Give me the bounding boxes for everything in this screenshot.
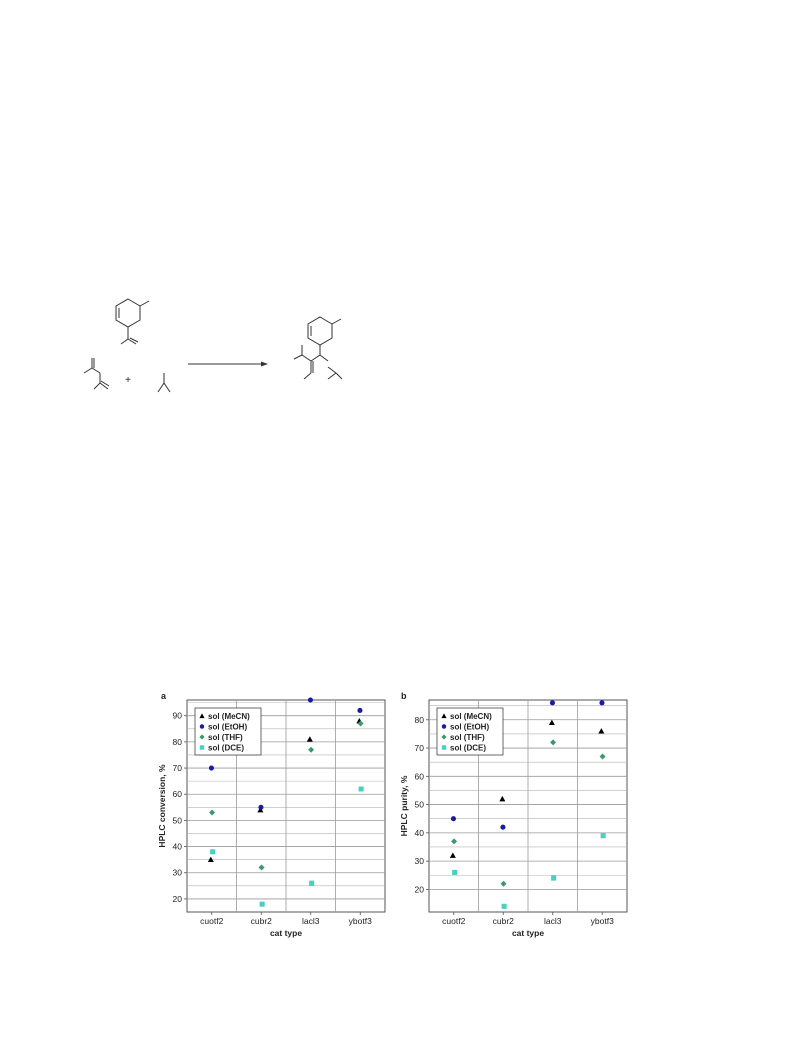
y-axis-label: HPLC conversion, %: [157, 764, 167, 848]
data-point: [550, 700, 555, 705]
y-tick-label: 30: [172, 867, 182, 878]
y-axis-label: HPLC purity, %: [399, 775, 409, 837]
data-point: [599, 700, 604, 705]
y-tick-label: 30: [414, 856, 424, 867]
data-point: [551, 876, 556, 881]
y-tick-label: 70: [172, 763, 182, 774]
chart-panel-b: [397, 690, 637, 950]
x-axis-label: cat type: [269, 928, 303, 938]
data-point: [309, 881, 314, 886]
data-point: [308, 747, 314, 753]
reaction-arrow: [188, 362, 268, 367]
x-tick-label: lacl3: [544, 916, 562, 926]
data-point: [450, 852, 456, 857]
data-point: [260, 902, 265, 907]
data-point: [357, 708, 362, 713]
legend-entry: sol (DCE): [450, 743, 486, 753]
legend: [195, 708, 261, 755]
y-tick-label: 50: [414, 799, 424, 810]
y-axis-ticks: [173, 711, 187, 904]
data-point: [209, 765, 214, 770]
y-tick-label: 90: [172, 710, 182, 721]
legend-entry: sol (DCE): [208, 743, 244, 753]
data-point: [499, 796, 505, 801]
legend-entry: sol (THF): [450, 733, 485, 742]
data-point: [208, 857, 214, 862]
chart-a-svg: [155, 690, 395, 950]
chart-panel-a: [155, 690, 395, 950]
x-tick-label: cuotf2: [442, 916, 466, 926]
panel-label: b: [401, 691, 407, 701]
legend-marker: [200, 724, 204, 728]
y-tick-label: 40: [414, 827, 424, 838]
y-tick-label: 80: [172, 736, 182, 747]
x-tick-label: lacl3: [302, 916, 320, 926]
x-tick-label: ybotf3: [590, 916, 614, 926]
reactant-urea: [158, 373, 170, 392]
data-point: [359, 786, 364, 791]
legend-entry: sol (EtOH): [208, 722, 248, 732]
y-tick-label: 80: [414, 714, 424, 725]
x-axis-label: cat type: [511, 928, 545, 938]
x-axis-ticks: [200, 912, 372, 926]
y-tick-label: 40: [172, 841, 182, 852]
x-axis-ticks: [442, 912, 614, 926]
data-point: [210, 849, 215, 854]
data-point: [502, 904, 507, 909]
data-point: [209, 810, 215, 816]
data-point: [550, 739, 556, 745]
data-point: [598, 728, 604, 733]
data-point: [308, 697, 313, 702]
data-point: [451, 816, 456, 821]
reaction-scheme: [70, 295, 360, 410]
x-tick-label: cubr2: [250, 916, 272, 926]
legend-entry: sol (MeCN): [208, 712, 250, 721]
data-point: [549, 720, 555, 725]
data-point: [500, 825, 505, 830]
data-point: [258, 805, 263, 810]
data-point: [451, 838, 457, 844]
y-tick-label: 50: [172, 815, 182, 826]
legend-entry: sol (EtOH): [450, 722, 490, 732]
data-point: [452, 870, 457, 875]
plus-sign: +: [125, 375, 131, 386]
chart-b-svg: [397, 690, 637, 950]
y-axis-ticks: [415, 715, 429, 895]
data-point: [307, 736, 313, 741]
data-point: [501, 881, 507, 887]
y-tick-label: 20: [172, 893, 182, 904]
legend: [437, 708, 503, 755]
panel-label: a: [161, 691, 167, 701]
product-dihydropyrimidinone: [294, 317, 342, 379]
legend-marker: [442, 724, 446, 728]
legend-entry: sol (THF): [208, 733, 243, 742]
data-point: [600, 754, 606, 760]
y-tick-label: 20: [414, 884, 424, 895]
y-tick-label: 60: [172, 789, 182, 800]
legend-entry: sol (MeCN): [450, 712, 492, 721]
reactant-diketone: [84, 358, 109, 389]
legend-marker: [200, 745, 204, 749]
y-tick-label: 70: [414, 743, 424, 754]
x-tick-label: ybotf3: [348, 916, 372, 926]
y-tick-label: 60: [414, 771, 424, 782]
data-point: [601, 833, 606, 838]
reactant-aryl-ketone: [116, 299, 149, 344]
data-point: [259, 865, 265, 871]
x-tick-label: cuotf2: [200, 916, 224, 926]
legend-marker: [442, 745, 446, 749]
x-tick-label: cubr2: [492, 916, 514, 926]
